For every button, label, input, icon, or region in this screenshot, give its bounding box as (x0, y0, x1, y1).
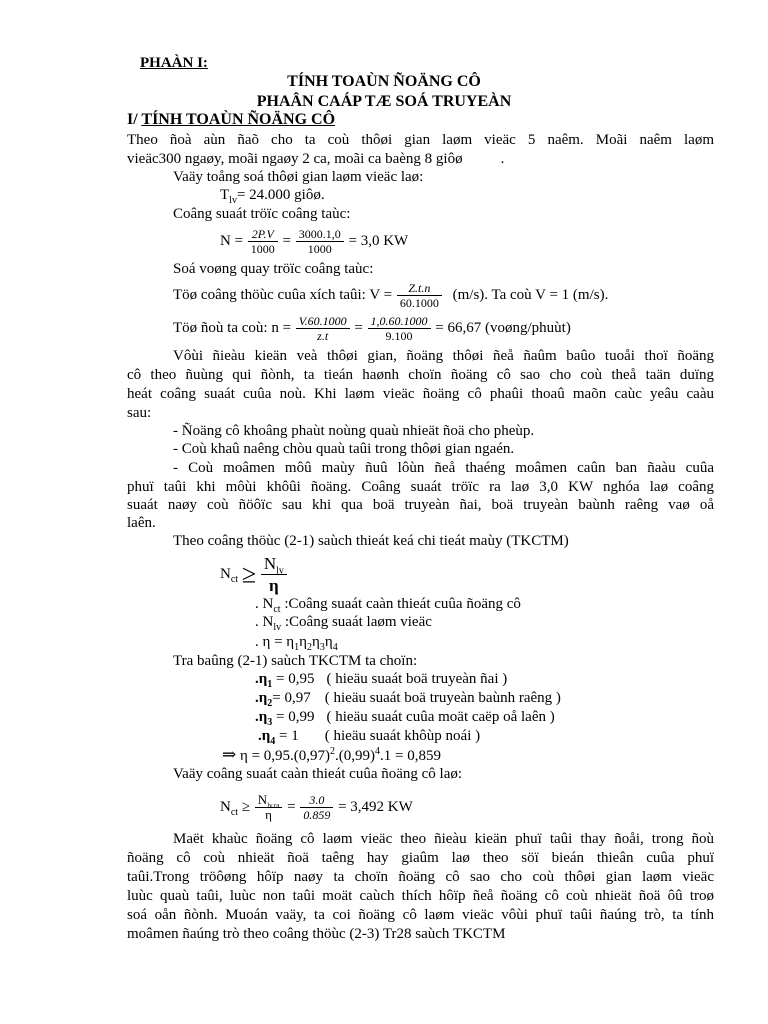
implies-arrow: ⇒ (222, 745, 237, 764)
paragraph-5-line-2: cô theo ñuùng qui ñònh, ta tieán haønh choïn ñoäng cô sao cho coù theå taän duïng (127, 367, 714, 383)
efficiency-2 (255, 689, 561, 707)
eq-n-f1-den: 1000 (250, 242, 275, 257)
paragraph-1-line-1: Theo ñoà aùn ñaõ cho ta coù thôøi gian laøm vieäc 5 naêm. Moãi naêm laøm (127, 132, 714, 148)
tlv-subscript: lv (229, 195, 237, 206)
efficiency-3 (255, 708, 555, 726)
def1-sub: ct (273, 604, 281, 615)
final-geq: ≥ (241, 799, 251, 815)
def3-s4: 4 (332, 642, 338, 653)
eta1-sub: 1 (267, 679, 273, 690)
def1-pre: . N (255, 596, 274, 612)
eta2-value: = 0,97 (272, 690, 311, 706)
section-heading (127, 111, 335, 129)
def2-sub: lv (273, 622, 282, 633)
eta1-note: ( hieäu suaát boä truyeàn ñai ) (326, 671, 508, 687)
nct-frac-num-sub: lv (276, 565, 284, 577)
eq-rpm-result: = 66,67 (voøng/phuùt) (435, 320, 571, 336)
final-fraction-2 (300, 793, 333, 822)
nct-frac-num (261, 553, 287, 575)
final-fraction-1 (255, 793, 283, 822)
eq-rpm-f2-den: 9.100 (385, 329, 413, 344)
eq-rpm-f1-den: z.t (317, 329, 329, 344)
nct-subscript: ct (230, 573, 239, 585)
eq-rpm-pre: Töø ñoù ta coù: n = (173, 320, 292, 336)
def1-text: :Coâng suaát caàn thieát cuûa ñoäng cô (280, 596, 521, 612)
eta1-value: = 0,95 (272, 671, 315, 687)
def3-m2: η (312, 634, 320, 650)
total-efficiency (222, 746, 441, 765)
eta3-sub: 3 (267, 717, 273, 728)
efficiency-4 (258, 727, 480, 745)
paragraph-9-line-3: taûi.Trong tröôøng hôïp naøy ta choïn ñoäng cô sao cho coù thôøi gian laøm vieäc (127, 869, 714, 885)
def2-text: :Coâng suaát laøm vieäc (281, 614, 432, 630)
eta2-note: ( hieäu suaát boä truyeàn baùnh raêng ) (324, 690, 561, 706)
eta1-symbol: .η (255, 671, 268, 687)
eta3-symbol: .η (255, 709, 268, 725)
def3-s3: 3 (319, 642, 325, 653)
final-f2-den: 0.859 (303, 808, 331, 823)
final-n-subscript: ct (230, 807, 239, 818)
eq-eta-c: .1 = 0,859 (380, 748, 442, 764)
eq-rpm-fraction-1 (296, 314, 350, 343)
eq-rpm-f1-num: V.60.1000 (296, 314, 350, 329)
total-time-value (220, 186, 325, 204)
section-number: I/ (127, 111, 138, 128)
final-equals: = (287, 799, 296, 815)
final-f2-num: 3.0 (300, 793, 333, 808)
requirement-3-line-1: - Coù moâmen môû maùy ñuû lôùn ñeå thaéng moâmen caûn ban ñaàu cuûa (173, 460, 714, 476)
eq-eta-b: .(0,99) (335, 748, 376, 764)
paragraph-1-line-2 (127, 150, 504, 168)
rpm-equation (173, 313, 571, 343)
rpm-intro: Soá voøng quay tröïc coâng taùc: (173, 261, 374, 277)
final-n-symbol: N (220, 799, 231, 815)
eq-n-equals: = (282, 233, 292, 249)
requirement-1: - Ñoäng cô khoâng phaùt noùng quaù nhieät ñoä cho pheùp. (173, 423, 535, 439)
paragraph-9-line-4: luùc quaù taûi, luùc non taûi moät caùch thích hôïp ñeå ñoäng cô coù nhieät ñoä ôû troø (127, 888, 714, 904)
efficiency-1 (255, 670, 507, 688)
power-intro: Coâng suaát tröïc coâng taùc: (173, 206, 351, 222)
eq-v-fraction (397, 281, 442, 310)
eta4-sub: 4 (270, 736, 276, 747)
paragraph-5-line-3: heát coâng suaát cuûa noù. Khi laøm vieäc ñoäng cô phaûi thoaû maõn caùc yeâu caàu (127, 386, 714, 402)
eq-eta-a: η = 0,95.(0,97) (236, 748, 331, 764)
eq-n-result: = 3,0 KW (348, 233, 409, 249)
nct-frac-den: η (269, 576, 279, 595)
tlv-symbol: T (220, 187, 230, 203)
requirement-2: - Coù khaû naêng chòu quaù taûi trong thôøi gian ngaén. (173, 441, 515, 457)
nct-frac-num-symbol: N (263, 554, 277, 573)
total-time-intro: Vaäy toång soá thôøi gian laøm vieäc laø: (173, 169, 424, 185)
paragraph-9-line-6: moâmen ñaúng trò theo coâng thöùc (2-3) Tr28 saùch TKCTM (127, 926, 506, 942)
final-f1-num (255, 793, 283, 808)
eta2-sub: 2 (267, 698, 273, 709)
eq-v-den: 60.1000 (399, 296, 439, 311)
definition-eta (255, 633, 338, 651)
eq-n-f2-den: 1000 (307, 242, 332, 257)
definition-nlv (255, 613, 432, 631)
main-heading-line1: TÍNH TOAÙN ÑOÄNG CÔ (287, 73, 481, 90)
def3-m1: η (299, 634, 308, 650)
nct-fraction (261, 553, 287, 596)
required-power-equation (220, 789, 413, 825)
final-result: = 3,492 KW (338, 799, 413, 815)
paragraph-5-line-1: Vôùi ñieàu kieän veà thôøi gian, ñoäng thôøi ñeå ñaûm baûo tuoåi thoï ñoäng (173, 348, 714, 364)
main-heading-line2: PHAÂN CAÁP TÆ SOÁ TRUYEÀN (256, 93, 512, 110)
table-lookup-intro: Tra baûng (2-1) saùch TKCTM ta choïn: (173, 653, 418, 669)
eq-n-f1-num: 2P.V (248, 227, 278, 242)
def3-m3: η (324, 634, 333, 650)
eq-rpm-fraction-2 (368, 314, 431, 343)
eq-rpm-equals: = (354, 320, 363, 336)
required-power-intro: Vaäy coâng suaát caàn thieát cuûa ñoäng cô laø: (173, 766, 463, 782)
eta4-symbol: .η (258, 728, 271, 744)
def3-s1: 1 (294, 642, 300, 653)
power-equation (220, 226, 408, 256)
eta2-symbol: .η (255, 690, 268, 706)
eq-rpm-f2-num: 1,0.60.1000 (368, 314, 431, 329)
nct-geq: ≥ (241, 559, 257, 589)
eta3-value: = 0,99 (272, 709, 315, 725)
velocity-equation (173, 280, 608, 310)
def3-pre: . η = η (255, 634, 295, 650)
final-f1-num-sub: lv.ra (267, 801, 280, 810)
formula-reference: Theo coâng thöùc (2-1) saùch thieát keá chi tieát maùy (TKCTM) (173, 533, 569, 549)
paragraph-1-line-2-text: vieäc300 ngaøy, moãi ngaøy 2 ca, moãi ca baèng 8 giôø (127, 151, 463, 167)
paragraph-1-period: . (500, 151, 505, 167)
section-title: TÍNH TOAÙN ÑOÄNG CÔ (141, 111, 336, 128)
eq-n-fraction-1 (248, 227, 278, 256)
nct-symbol: N (220, 565, 231, 582)
final-f1-den: η (265, 807, 272, 823)
eq-eta-e1: 2 (330, 746, 336, 757)
def3-s2: 2 (307, 642, 313, 653)
eta4-value: = 1 (275, 728, 299, 744)
tlv-rest: = 24.000 giôø. (236, 187, 325, 203)
eta4-note: ( hieäu suaát khôùp noái ) (324, 728, 481, 744)
paragraph-9-line-1: Maët khaùc ñoäng cô laøm vieäc theo ñieàu kieän phuï taûi thay ñoåi, trong ñoù (173, 831, 714, 847)
requirement-3-line-4: laên. (127, 515, 156, 531)
requirement-3-line-3: suaát naøy coù ñöôïc sau khi qua boä truyeàn ñai, boä truyeàn baùnh raêng vaø oå (127, 497, 714, 513)
eq-v-num: Z.t.n (397, 281, 442, 296)
part-title: PHAÀN I: (140, 55, 208, 71)
eq-v-post: (m/s). Ta coù V = 1 (m/s). (452, 287, 609, 303)
eq-n-fraction-2 (296, 227, 344, 256)
eq-n-f2-num: 3000.1,0 (296, 227, 344, 242)
paragraph-9-line-2: ñoäng cô coù nhieät ñoä taêng hay giaûm laø theo söï bieán thieân cuûa phuï (127, 850, 714, 866)
def2-pre: . N (255, 614, 274, 630)
paragraph-5-line-4: sau: (127, 405, 152, 421)
eq-eta-e2: 4 (375, 746, 381, 757)
eq-v-pre: Töø coâng thöùc cuûa xích taûi: V = (173, 287, 393, 303)
eta3-note: ( hieäu suaát cuûa moät caëp oå laên ) (326, 709, 555, 725)
paragraph-9-line-5: soá oån ñònh. Muoán vaäy, ta coi ñoäng cô laøm vieäc vôùi phuï taûi ñaúng trò, ta tính (127, 907, 714, 923)
requirement-3-line-2: phuï taûi khi môùi khôûi ñoäng. Coâng suaát tröïc ra laø 3,0 KW nghóa laø coâng (127, 479, 714, 495)
final-f1-num-symbol: N (257, 792, 268, 808)
nct-inequality (220, 553, 288, 596)
eq-n-lhs: N = (220, 233, 244, 249)
definition-nct (255, 595, 521, 613)
